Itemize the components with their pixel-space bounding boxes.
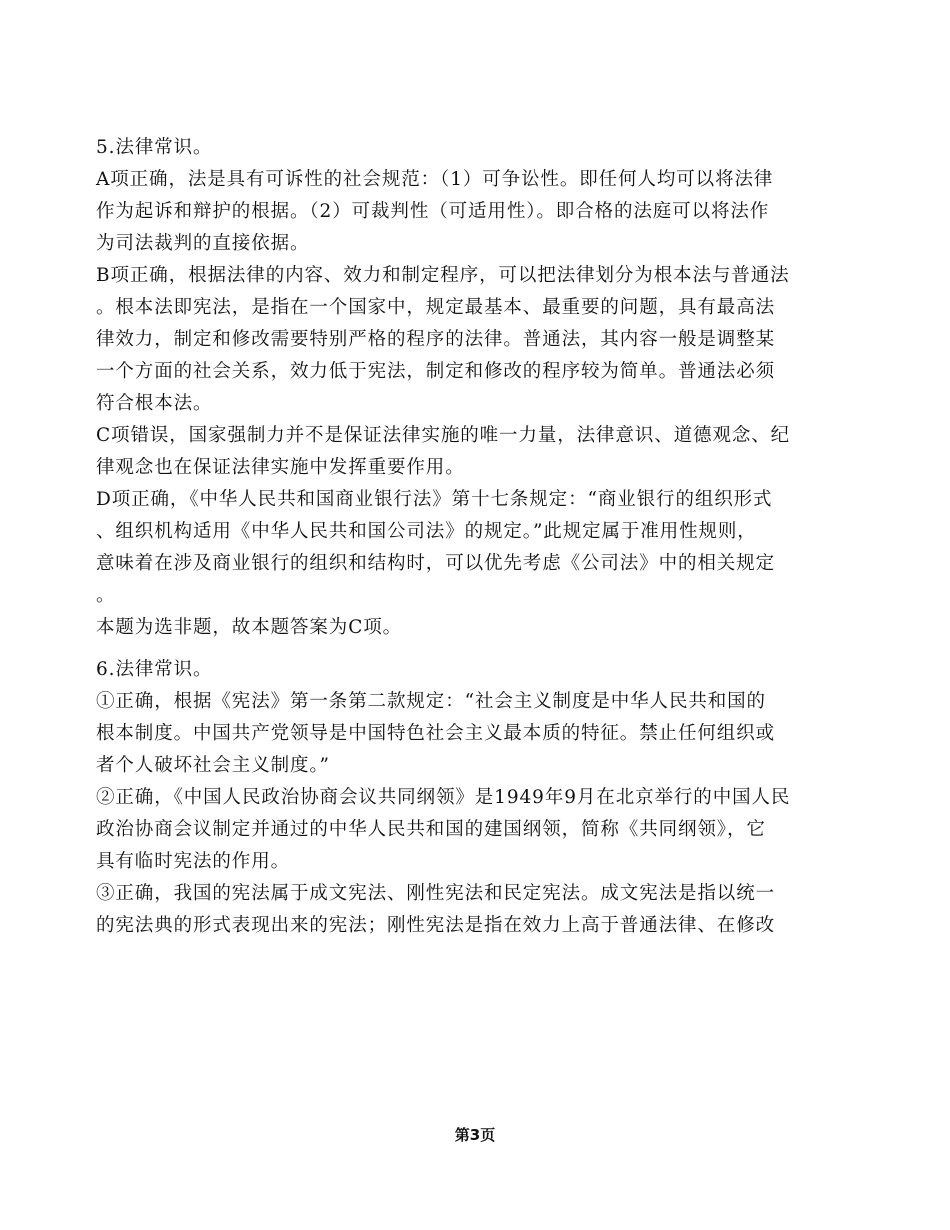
text-line: 。 <box>96 585 116 606</box>
text-line: 具有临时宪法的作用。 <box>96 851 291 872</box>
text-line: D项正确，《中华人民共和国商业银行法》第十七条规定：“商业银行的组织形式 <box>96 489 773 510</box>
text-line: ①正确，根据《宪法》第一条第二款规定：“社会主义制度是中华人民共和国的 <box>96 691 766 712</box>
text-line: 政治协商会议制定并通过的中华人民共和国的建国纲领，简称《共同纲领》，它 <box>96 819 766 840</box>
text-line: C项错误，国家强制力并不是保证法律实施的唯一力量，法律意识、道德观念、纪 <box>96 425 791 446</box>
paragraph-answer <box>96 612 876 644</box>
section-gap <box>96 644 876 654</box>
text-line: 者个人破坏社会主义制度。” <box>96 755 330 776</box>
text-line: A项正确，法是具有可诉性的社会规范：（1）可争讼性。即任何人均可以将法律 <box>96 169 774 190</box>
document-page <box>96 132 876 942</box>
text-line: 、组织机构适用《中华人民共和国公司法》的规定。”此规定属于准用性规则， <box>96 521 757 542</box>
paragraph-option-b <box>96 260 876 420</box>
paragraph-item-2 <box>96 782 876 878</box>
text-line: 的宪法典的形式表现出来的宪法；刚性宪法是指在效力上高于普通法律、在修改 <box>96 915 776 936</box>
text-line: ②正确，《中国人民政治协商会议共同纲领》是1949年9月在北京举行的中国人民 <box>96 787 791 808</box>
paragraph-option-d <box>96 484 876 612</box>
text-line: 根本制度。中国共产党领导是中国特色社会主义最本质的特征。禁止任何组织或 <box>96 723 776 744</box>
paragraph-item-1 <box>96 686 876 782</box>
page-number: 第3页 <box>454 1126 496 1144</box>
paragraph-item-3 <box>96 878 876 942</box>
section-heading: 5.法律常识。 <box>96 137 213 158</box>
answer-line: 本题为选非题，故本题答案为C项。 <box>96 617 403 638</box>
section-6 <box>96 654 876 942</box>
text-line: 一个方面的社会关系，效力低于宪法，制定和修改的程序较为简单。普通法必须 <box>96 361 776 382</box>
paragraph-option-a <box>96 164 876 260</box>
text-line: 律效力，制定和修改需要特别严格的程序的法律。普通法，其内容一般是调整某 <box>96 329 776 350</box>
section-5 <box>96 132 876 644</box>
text-line: 符合根本法。 <box>96 393 213 414</box>
text-line: 律观念也在保证法律实施中发挥重要作用。 <box>96 457 465 478</box>
section-heading: 6.法律常识。 <box>96 659 213 680</box>
text-line: 意味着在涉及商业银行的组织和结构时，可以优先考虑《公司法》中的相关规定 <box>96 553 776 574</box>
paragraph-option-c <box>96 420 876 484</box>
text-line: ③正确，我国的宪法属于成文宪法、刚性宪法和民定宪法。成文宪法是指以统一 <box>96 883 776 904</box>
text-line: 为司法裁判的直接依据。 <box>96 233 310 254</box>
text-line: 作为起诉和辩护的根据。（2）可裁判性（可适用性）。即合格的法庭可以将法作 <box>96 201 770 222</box>
text-line: B项正确，根据法律的内容、效力和制定程序，可以把法律划分为根本法与普通法 <box>96 265 790 286</box>
text-line: 。根本法即宪法，是指在一个国家中，规定最基本、最重要的问题，具有最高法 <box>96 297 776 318</box>
